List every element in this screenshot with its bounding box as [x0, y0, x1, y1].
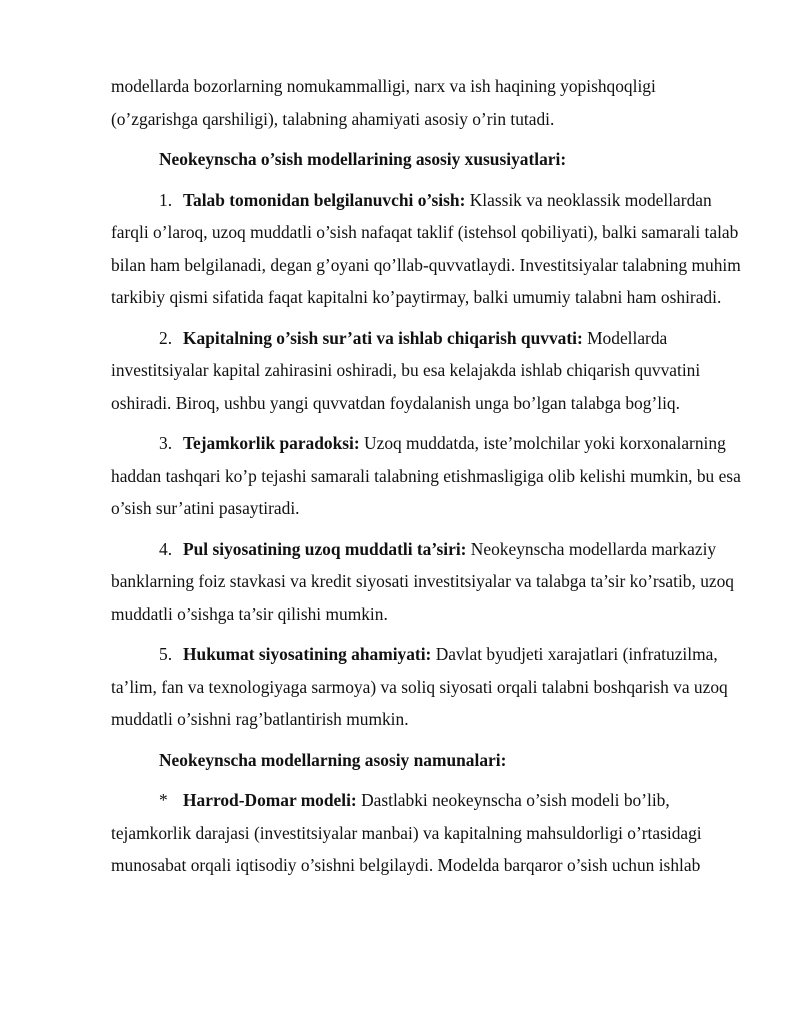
list-marker: 3. [159, 433, 173, 453]
feature-item-3 [111, 427, 747, 525]
list-marker: * [159, 790, 168, 810]
feature-text: Klassik va neoklassik modellardan farqli o’laroq, uzoq muddatli o’sish nafaqat taklif (istehsol qobiliyati), balki samarali talab bilan ham belgilanadi, degan g’oyani qo’llab-quvvatlaydi. Investitsiyalar talabning muhim tarkibiy qismi sifatida faqat kapitalni ko’paytirmay, balki umumiy talabni ham oshiradi. [111, 189, 741, 307]
feature-title: Hukumat siyosatining ahamiyati: [183, 644, 432, 664]
feature-title: Talab tomonidan belgilanuvchi o’sish: [183, 189, 466, 210]
feature-title: Kapitalning o’sish sur’ati va ishlab chiqarish quvvati: [183, 327, 583, 348]
examples-heading: Neokeynscha modellarning asosiy namunalari: [159, 749, 507, 770]
feature-text: Neokeynscha modellarda markaziy banklarning foiz stavkasi va kredit siyosati investitsiyalar va talabga ta’sir ko’rsatib, uzoq muddatli o’sishga ta’sir qilishi mumkin. [111, 538, 734, 624]
list-marker: 4. [159, 538, 173, 559]
feature-text: Modellarda investitsiyalar kapital zahirasini oshiradi, bu esa kelajakda ishlab chiqarish quvvatini oshiradi. Biroq, ushbu yangi quvvatdan foydalanish unga bo’lgan talabga bog’liq. [111, 327, 701, 413]
feature-text: Davlat byudjeti xarajatlari (infratuzilma, ta’lim, fan va texnologiyaga sarmoya) va soliq siyosati orqali talabni boshqarish va uzoq muddatli o’sishni rag’batlantirish mumkin. [111, 644, 728, 729]
list-marker: 1. [159, 189, 173, 210]
feature-item-5 [111, 638, 747, 736]
intro-paragraph: modellarda bozorlarning nomukammalligi, narx va ish haqining yopishqoqligi (o’zgarishga qarshiligi), talabning ahamiyati asosiy o’rin tutadi. [111, 76, 656, 129]
feature-item-2 [111, 322, 747, 420]
list-marker: 5. [159, 644, 173, 664]
features-heading: Neokeynscha o’sish modellarining asosiy xususiyatlari: [159, 149, 567, 169]
example-title: Harrod-Domar modeli: [183, 790, 357, 810]
feature-title: Tejamkorlik paradoksi: [183, 433, 360, 453]
example-text: Dastlabki neokeynscha o’sish modeli bo’lib, tejamkorlik darajasi (investitsiyalar manbai) va kapitalning mahsuldorligi o’rtasidagi munosabat orqali iqtisodiy o’sishni belgilaydi. Modelda barqaror o’sish uchun ishlab [111, 790, 702, 875]
document-page [111, 70, 747, 890]
feature-item-1 [111, 184, 747, 314]
feature-title: Pul siyosatining uzoq muddatli ta’siri: [183, 538, 467, 559]
example-item-1 [111, 784, 747, 882]
feature-item-4 [111, 533, 747, 631]
feature-text: Uzoq muddatda, iste’molchilar yoki korxonalarning haddan tashqari ko’p tejashi samarali talabning etishmasligiga olib kelishi mumkin, bu esa o’sish sur’atini pasaytiradi. [111, 433, 741, 518]
list-marker: 2. [159, 327, 173, 348]
